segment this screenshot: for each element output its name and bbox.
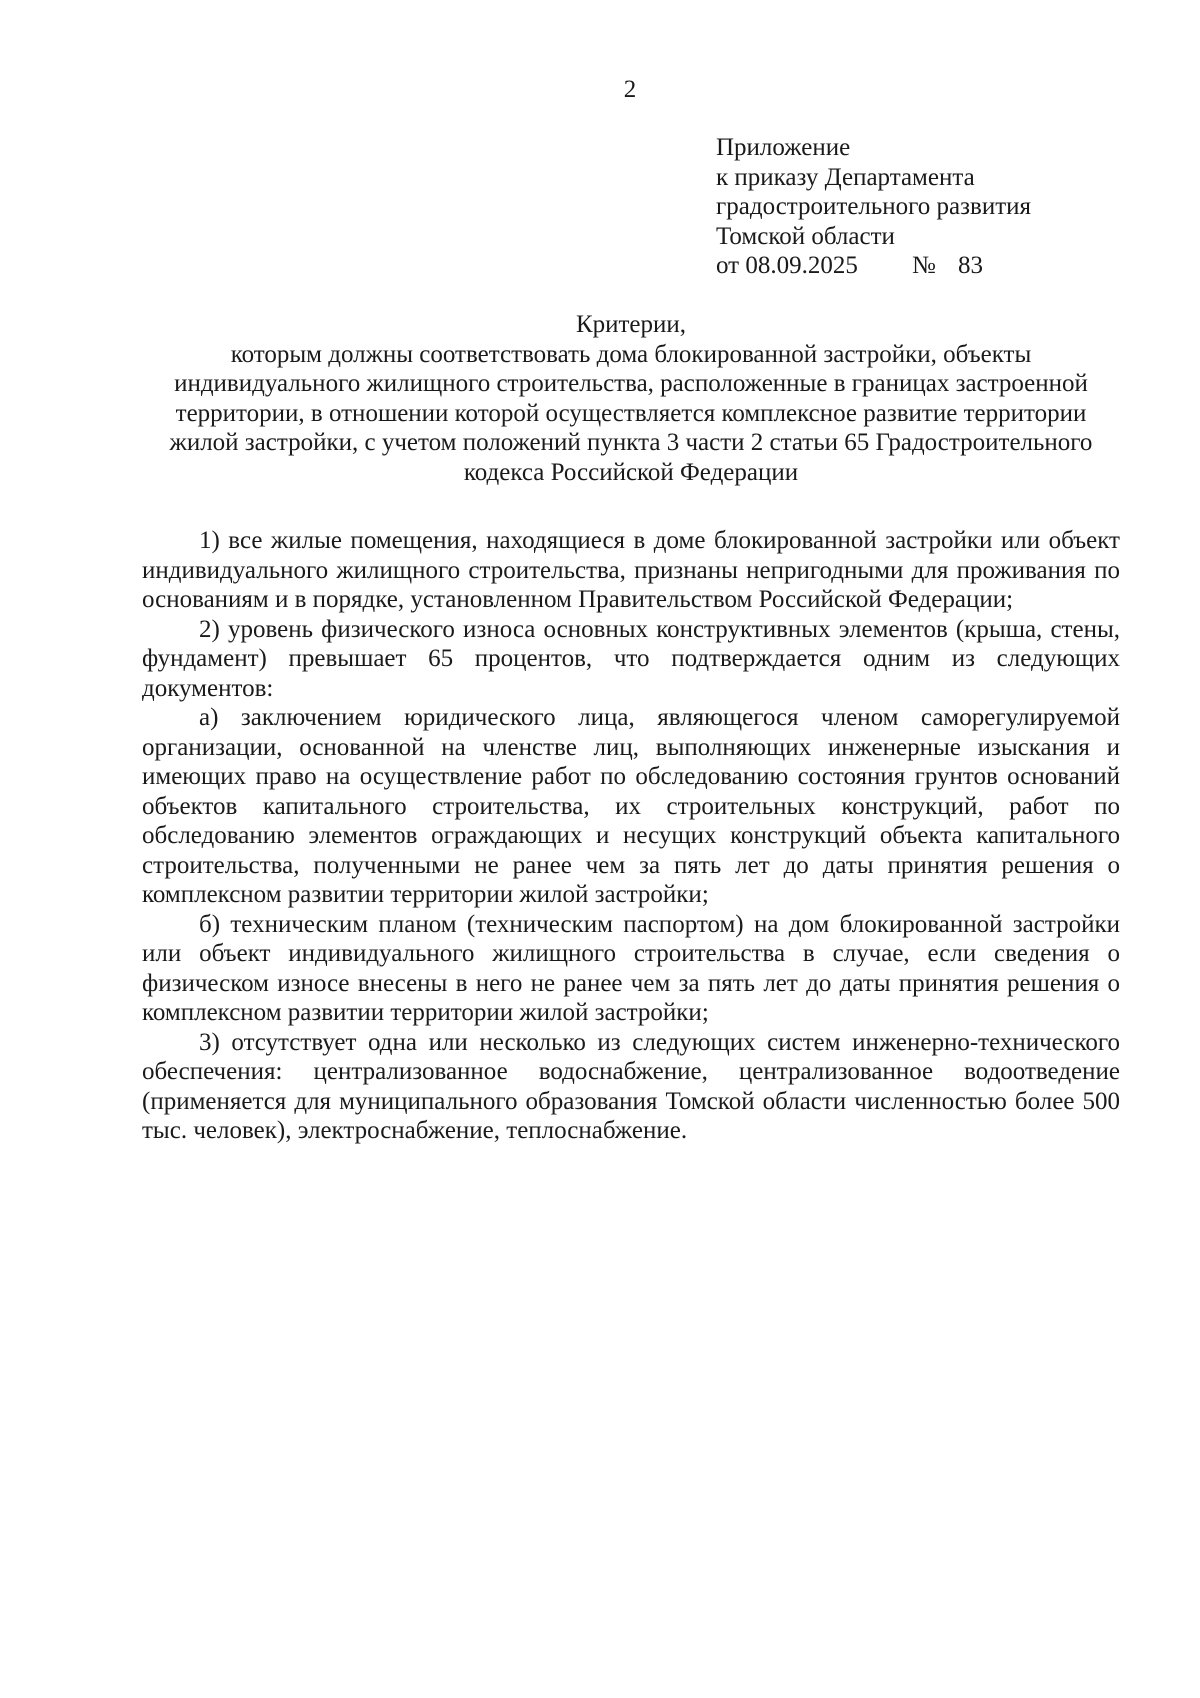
criterion-2b-paragraph: б) техническим планом (техническим паспортом) на дом блокированной застройки или объект индивидуального жилищного строительства в случае, если сведения о физическом износе внесены в него не ранее чем за пять лет до даты принятия решения о комплексном развитии территории жилой застройки; (142, 910, 1120, 1026)
approval-line-2: к приказу Департамента (716, 163, 975, 191)
document-title (142, 310, 1120, 487)
document-body (142, 526, 1120, 1146)
title-line: жилой застройки, с учетом положений пункта 3 части 2 статьи 65 Градостроительного (169, 429, 1093, 456)
title-line: индивидуального жилищного строительства, расположенные в границах застроенной (174, 370, 1088, 397)
title-line: кодекса Российской Федерации (463, 458, 799, 486)
approval-date: от 08.09.2025 (716, 252, 858, 279)
approval-line-3: градостроительного развития (716, 193, 1032, 220)
title-heading: Критерии, (575, 311, 687, 338)
title-line: территории, в отношении которой осуществляется комплексное развитие территории (175, 399, 1087, 427)
title-line: которым должны соответствовать дома блокированной застройки, объекты (230, 340, 1032, 368)
approval-line-1: Приложение (716, 134, 851, 161)
criterion-1-paragraph: 1) все жилые помещения, находящиеся в доме блокированной застройки или объект индивидуального жилищного строительства, признаны непригодными для проживания по основаниям и в порядке, установленном Правительством Российской Федерации; (142, 527, 1120, 613)
approval-block (716, 133, 1156, 281)
page-number: 2 (623, 76, 637, 103)
approval-number: 83 (958, 252, 983, 279)
criterion-2-paragraph: 2) уровень физического износа основных конструктивных элементов (крыша, стены, фундамент) превышает 65 процентов, что подтверждается одним из следующих документов: (142, 615, 1120, 702)
criterion-2a-paragraph: а) заключением юридического лица, являющегося членом саморегулируемой организации, основанной на членстве лиц, выполняющих инженерные изыскания и имеющих право на осуществление работ по обследованию состояния грунтов оснований объектов капитального строительства, их строительных конструкций, работ по обследованию элементов ограждающих и несущих конструкций объекта капитального строительства, полученными не ранее чем за пять лет до даты принятия решения о комплексном развитии территории жилой застройки; (142, 704, 1120, 908)
approval-line-4: Томской области (716, 222, 895, 250)
criterion-3-paragraph: 3) отсутствует одна или несколько из следующих систем инженерно-технического обеспечения: централизованное водоснабжение, централизованное водоотведение (применяется для муниципального образования Томской области численностью более 500 тыс. человек), электроснабжение, теплоснабжение. (142, 1028, 1120, 1144)
approval-number-sign: № (912, 252, 936, 279)
approval-date-number-line (716, 251, 1156, 281)
